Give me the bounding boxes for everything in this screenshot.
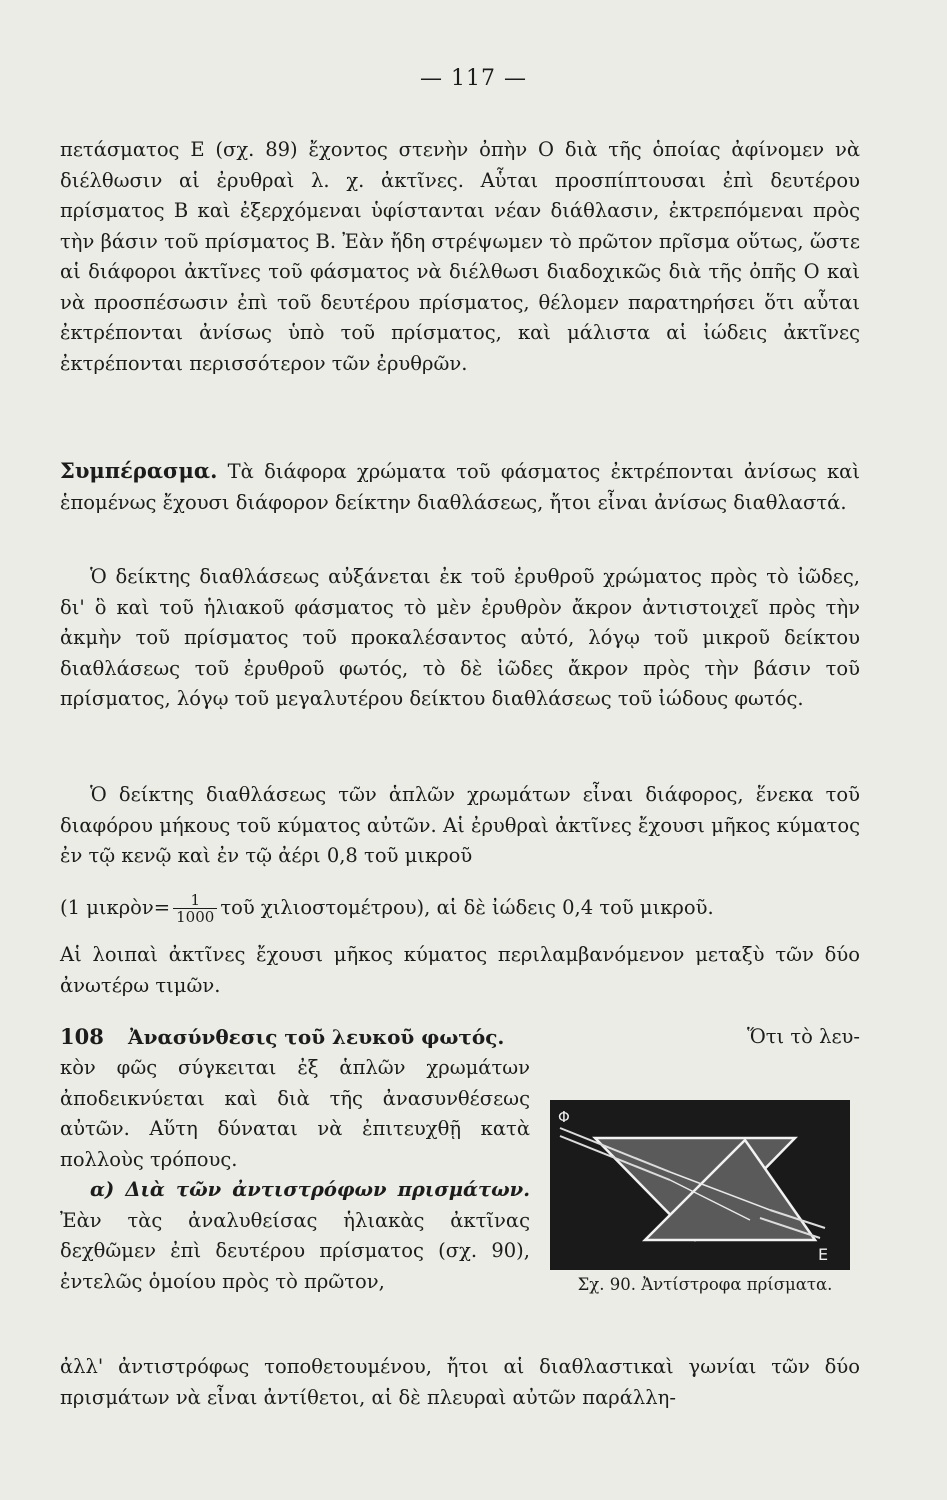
fraction-numerator: 1 xyxy=(173,892,217,909)
paragraph-5 xyxy=(60,940,860,1001)
fraction xyxy=(173,892,217,925)
narrow-column xyxy=(60,1053,530,1297)
subsection-heading: α) Διὰ τῶν ἀντιστρόφων πρισμάτων. xyxy=(90,1178,530,1201)
conclusion-heading: Συμπέρασμα. xyxy=(60,458,218,483)
paragraph-1-text: πετάσματος Ε (σχ. 89) ἔχοντος στενὴν ὀπὴν Ο διὰ τῆς ὁποίας ἀφίνομεν νὰ διέλθωσιν αἱ ἐρυθραὶ λ. χ. ἀκτῖνες. Αὗται προσπίπτουσαι ἐπὶ δευτέρου πρίσματος Β καὶ ἐξερχόμεναι ὑφίστανται νέαν διάθλασιν, ἐκτρεπόμεναι πρὸς τὴν βάσιν τοῦ πρίσματος Β. Ἐὰν ἤδη στρέψωμεν τὸ πρῶτον πρῖσμα οὕτως, ὥστε αἱ διάφοροι ἀκτῖνες τοῦ φάσματος νὰ διέλθωσι διαδοχικῶς διὰ τῆς ὀπῆς Ο καὶ νὰ προσπέσωσιν ἐπὶ τοῦ δευτέρου πρίσματος, θέλομεν παρατηρήσει ὅτι αὗται ἐκτρέπονται ἀνίσως ὑπὸ τοῦ πρίσματος, καὶ μάλιστα αἱ ἰώδεις ἀκτῖνες ἐκτρέπονται περισσότερον τῶν ἐρυθρῶν. xyxy=(60,138,860,375)
section-heading xyxy=(60,1022,860,1054)
figure-reversed-prisms xyxy=(550,1100,850,1270)
section-title: Ἀνασύνθεσις τοῦ λευκοῦ φωτός. xyxy=(128,1025,505,1049)
paragraph-5-text: Αἱ λοιπαὶ ἀκτῖνες ἔχουσι μῆκος κύματος περιλαμβανόμενον μεταξὺ τῶν δύο ἀνωτέρω τιμῶν. xyxy=(60,943,860,997)
paragraph-3 xyxy=(60,562,860,715)
fraction-line xyxy=(60,892,860,925)
last-paragraph-text: ἀλλ' ἀντιστρόφως τοποθετουμένου, ἤτοι αἱ διαθλαστικαὶ γωνίαι τῶν δύο πρισμάτων νὰ εἶναι ἀντίθετοι, αἱ δὲ πλευραὶ αὐτῶν παράλλη- xyxy=(60,1355,860,1409)
conclusion-text: Τὰ διάφορα χρώματα τοῦ φάσματος ἐκτρέπονται ἀνίσως καὶ ἑπομένως ἔχουσι διάφορον δείκτην διαθλάσεως, ἤτοι εἶναι ἀνίσως διαθλαστά. xyxy=(60,460,860,514)
fraction-suffix: τοῦ χιλιοστομέτρου), αἱ δὲ ἰώδεις 0,4 τοῦ μικροῦ. xyxy=(220,896,714,919)
subsection-text: Ἐὰν τὰς ἀναλυθείσας ἡλιακὰς ἀκτῖνας δεχθῶμεν ἐπὶ δευτέρου πρίσματος (σχ. 90), ἐντελῶς ὁμοίου πρὸς τὸ πρῶτον, xyxy=(60,1208,530,1293)
fraction-prefix: (1 μικρὸν= xyxy=(60,896,171,919)
conclusion-paragraph xyxy=(60,456,860,518)
prism-diagram xyxy=(550,1100,850,1270)
page-number: — 117 — xyxy=(420,66,527,91)
section-intro-first: Ὅτι τὸ λευ- xyxy=(746,1025,860,1048)
paragraph-1 xyxy=(60,135,860,379)
figure-label-right: Ε xyxy=(818,1245,829,1264)
figure-caption: Σχ. 90. Ἀντίστροφα πρίσματα. xyxy=(577,1275,833,1294)
paragraph-3-text: Ὁ δείκτης διαθλάσεως αὐξάνεται ἐκ τοῦ ἐρυθροῦ χρώματος πρὸς τὸ ἰῶδες, δι' ὃ καὶ τοῦ ἡλιακοῦ φάσματος τὸ μὲν ἐρυθρὸν ἄκρον ἀντιστοιχεῖ πρὸς τὴν ἀκμὴν τοῦ πρίσματος τοῦ προκαλέσαντος αὐτό, λόγῳ τοῦ μικροῦ δείκτου διαθλάσεως τοῦ ἐρυθροῦ φωτός, τὸ δὲ ἰῶδες ἄκρον πρὸς τὴν βάσιν τοῦ πρίσματος, λόγῳ τοῦ μεγαλυτέρου δείκτου διαθλάσεως τοῦ ἰώδους φωτός. xyxy=(60,565,860,710)
last-paragraph xyxy=(60,1352,860,1413)
figure-label-left: Φ xyxy=(558,1108,570,1126)
section-intro-text: κὸν φῶς σύγκειται ἐξ ἁπλῶν χρωμάτων ἀποδεικνύεται καὶ διὰ τῆς ἀνασυνθέσεως αὐτῶν. Αὕτη δύναται νὰ ἐπιτευχθῇ κατὰ πολλοὺς τρόπους. xyxy=(60,1056,530,1171)
paragraph-4 xyxy=(60,780,860,872)
section-number: 108 xyxy=(60,1024,104,1049)
fraction-denominator: 1000 xyxy=(176,908,215,926)
paragraph-4-text: Ὁ δείκτης διαθλάσεως τῶν ἁπλῶν χρωμάτων εἶναι διάφορος, ἕνεκα τοῦ διαφόρου μήκους τοῦ κύματος αὐτῶν. Αἱ ἐρυθραὶ ἀκτῖνες ἔχουσι μῆκος κύματος ἐν τῷ κενῷ καὶ ἐν τῷ ἀέρι 0,8 τοῦ μικροῦ xyxy=(60,783,860,867)
